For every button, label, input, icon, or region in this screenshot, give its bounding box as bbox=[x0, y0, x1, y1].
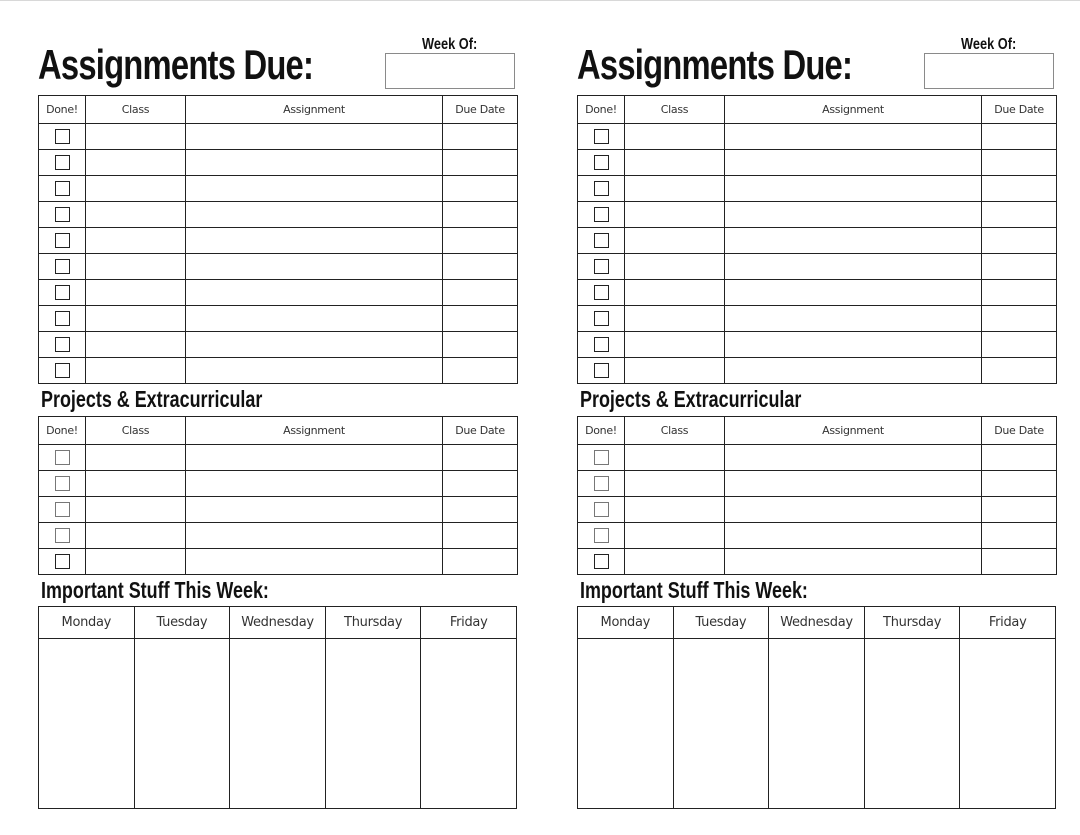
assignment-cell[interactable] bbox=[725, 445, 982, 471]
done-checkbox[interactable] bbox=[594, 363, 609, 378]
done-cell bbox=[578, 280, 625, 306]
class-cell[interactable] bbox=[625, 124, 725, 150]
friday-notes-cell[interactable] bbox=[960, 639, 1056, 809]
class-cell[interactable] bbox=[625, 254, 725, 280]
assignment-cell[interactable] bbox=[186, 280, 443, 306]
day-header-tuesday: Tuesday bbox=[134, 607, 230, 639]
done-cell bbox=[578, 497, 625, 523]
due-date-cell[interactable] bbox=[443, 471, 518, 497]
weekday-header-row bbox=[578, 607, 1056, 639]
due-date-cell[interactable] bbox=[443, 497, 518, 523]
done-cell bbox=[578, 471, 625, 497]
done-checkbox[interactable] bbox=[55, 337, 70, 352]
assignments-table bbox=[577, 95, 1057, 384]
table-row bbox=[39, 150, 518, 176]
table-row bbox=[578, 280, 1057, 306]
done-checkbox[interactable] bbox=[594, 129, 609, 144]
tuesday-notes-cell[interactable] bbox=[673, 639, 769, 809]
table-header-row bbox=[578, 96, 1057, 124]
column-header-due-date: Due Date bbox=[443, 417, 518, 445]
due-date-cell[interactable] bbox=[982, 445, 1057, 471]
class-cell[interactable] bbox=[86, 306, 186, 332]
table-row bbox=[39, 497, 518, 523]
due-date-cell[interactable] bbox=[443, 124, 518, 150]
table-row bbox=[578, 332, 1057, 358]
day-header-tuesday: Tuesday bbox=[673, 607, 769, 639]
class-cell[interactable] bbox=[86, 202, 186, 228]
due-date-cell[interactable] bbox=[443, 445, 518, 471]
done-cell bbox=[578, 523, 625, 549]
class-cell[interactable] bbox=[625, 280, 725, 306]
done-checkbox[interactable] bbox=[594, 181, 609, 196]
assignment-cell[interactable] bbox=[186, 150, 443, 176]
due-date-cell[interactable] bbox=[443, 332, 518, 358]
due-date-cell[interactable] bbox=[982, 254, 1057, 280]
day-header-monday: Monday bbox=[578, 607, 674, 639]
weekday-notes-row bbox=[578, 639, 1056, 809]
done-checkbox[interactable] bbox=[55, 259, 70, 274]
column-header-assignment: Assignment bbox=[725, 96, 982, 124]
day-header-thursday: Thursday bbox=[864, 607, 960, 639]
due-date-cell[interactable] bbox=[443, 254, 518, 280]
table-row bbox=[39, 445, 518, 471]
done-cell bbox=[39, 549, 86, 575]
done-checkbox[interactable] bbox=[55, 502, 70, 517]
assignment-cell[interactable] bbox=[725, 549, 982, 575]
done-checkbox[interactable] bbox=[55, 311, 70, 326]
done-checkbox[interactable] bbox=[594, 337, 609, 352]
done-cell bbox=[39, 254, 86, 280]
class-cell[interactable] bbox=[625, 471, 725, 497]
done-cell bbox=[39, 332, 86, 358]
done-checkbox[interactable] bbox=[55, 285, 70, 300]
assignment-cell[interactable] bbox=[725, 497, 982, 523]
class-cell[interactable] bbox=[86, 523, 186, 549]
table-row bbox=[578, 202, 1057, 228]
table-row bbox=[578, 497, 1057, 523]
done-cell bbox=[578, 549, 625, 575]
monday-notes-cell[interactable] bbox=[39, 639, 135, 809]
done-checkbox[interactable] bbox=[594, 311, 609, 326]
week-of-label: Week Of: bbox=[961, 36, 1017, 53]
done-cell bbox=[578, 176, 625, 202]
done-checkbox[interactable] bbox=[594, 476, 609, 491]
projects-table bbox=[38, 416, 518, 575]
class-cell[interactable] bbox=[86, 254, 186, 280]
done-cell bbox=[39, 150, 86, 176]
done-cell bbox=[578, 202, 625, 228]
weekday-header-row bbox=[39, 607, 517, 639]
table-header-row bbox=[578, 417, 1057, 445]
table-row bbox=[39, 254, 518, 280]
done-cell bbox=[578, 150, 625, 176]
table-row bbox=[578, 445, 1057, 471]
table-row bbox=[578, 176, 1057, 202]
weekday-notes-row bbox=[39, 639, 517, 809]
due-date-cell[interactable] bbox=[443, 228, 518, 254]
done-cell bbox=[578, 306, 625, 332]
projects-section-title: Projects & Extracurricular bbox=[41, 386, 263, 412]
due-date-cell[interactable] bbox=[443, 150, 518, 176]
column-header-due-date: Due Date bbox=[443, 96, 518, 124]
done-cell bbox=[39, 124, 86, 150]
class-cell[interactable] bbox=[86, 358, 186, 384]
column-header-done: Done! bbox=[39, 96, 86, 124]
table-row bbox=[39, 176, 518, 202]
day-header-wednesday: Wednesday bbox=[230, 607, 326, 639]
assignment-cell[interactable] bbox=[186, 497, 443, 523]
done-cell bbox=[39, 497, 86, 523]
table-row bbox=[578, 254, 1057, 280]
day-header-friday: Friday bbox=[960, 607, 1056, 639]
assignment-cell[interactable] bbox=[725, 358, 982, 384]
class-cell[interactable] bbox=[625, 176, 725, 202]
table-header-row bbox=[39, 96, 518, 124]
day-header-friday: Friday bbox=[421, 607, 517, 639]
important-section-title: Important Stuff This Week: bbox=[41, 577, 269, 603]
done-checkbox[interactable] bbox=[55, 181, 70, 196]
wednesday-notes-cell[interactable] bbox=[769, 639, 865, 809]
assignment-cell[interactable] bbox=[186, 306, 443, 332]
class-cell[interactable] bbox=[625, 549, 725, 575]
important-section-title: Important Stuff This Week: bbox=[580, 577, 808, 603]
class-cell[interactable] bbox=[625, 202, 725, 228]
table-row bbox=[578, 471, 1057, 497]
done-checkbox[interactable] bbox=[594, 233, 609, 248]
table-row bbox=[39, 471, 518, 497]
class-cell[interactable] bbox=[625, 150, 725, 176]
assignment-cell[interactable] bbox=[725, 332, 982, 358]
assignment-cell[interactable] bbox=[186, 332, 443, 358]
table-header-row bbox=[39, 417, 518, 445]
projects-section-title: Projects & Extracurricular bbox=[580, 386, 802, 412]
assignment-cell[interactable] bbox=[186, 549, 443, 575]
due-date-cell[interactable] bbox=[982, 306, 1057, 332]
day-header-monday: Monday bbox=[39, 607, 135, 639]
done-checkbox[interactable] bbox=[55, 155, 70, 170]
table-row bbox=[39, 358, 518, 384]
done-cell bbox=[39, 445, 86, 471]
due-date-cell[interactable] bbox=[443, 176, 518, 202]
column-header-due-date: Due Date bbox=[982, 96, 1057, 124]
column-header-done: Done! bbox=[39, 417, 86, 445]
table-row bbox=[39, 124, 518, 150]
assignment-cell[interactable] bbox=[725, 523, 982, 549]
assignment-cell[interactable] bbox=[186, 228, 443, 254]
column-header-assignment: Assignment bbox=[186, 96, 443, 124]
done-cell bbox=[578, 228, 625, 254]
table-row bbox=[39, 202, 518, 228]
table-row bbox=[39, 280, 518, 306]
assignment-cell[interactable] bbox=[725, 124, 982, 150]
done-cell bbox=[578, 124, 625, 150]
table-row bbox=[578, 228, 1057, 254]
done-checkbox[interactable] bbox=[55, 450, 70, 465]
tuesday-notes-cell[interactable] bbox=[134, 639, 230, 809]
class-cell[interactable] bbox=[625, 332, 725, 358]
table-row bbox=[578, 306, 1057, 332]
week-of-input[interactable] bbox=[385, 53, 515, 89]
class-cell[interactable] bbox=[86, 445, 186, 471]
class-cell[interactable] bbox=[86, 497, 186, 523]
done-cell bbox=[39, 280, 86, 306]
done-cell bbox=[39, 176, 86, 202]
done-checkbox[interactable] bbox=[55, 363, 70, 378]
planner-page-right bbox=[577, 0, 1057, 835]
assignment-cell[interactable] bbox=[725, 254, 982, 280]
done-checkbox[interactable] bbox=[55, 528, 70, 543]
class-cell[interactable] bbox=[625, 228, 725, 254]
done-checkbox[interactable] bbox=[55, 207, 70, 222]
done-cell bbox=[39, 471, 86, 497]
class-cell[interactable] bbox=[625, 306, 725, 332]
class-cell[interactable] bbox=[86, 176, 186, 202]
table-row bbox=[39, 549, 518, 575]
assignment-cell[interactable] bbox=[186, 202, 443, 228]
due-date-cell[interactable] bbox=[982, 176, 1057, 202]
due-date-cell[interactable] bbox=[443, 202, 518, 228]
column-header-class: Class bbox=[625, 417, 725, 445]
class-cell[interactable] bbox=[86, 332, 186, 358]
weekly-notes-table bbox=[577, 606, 1056, 809]
friday-notes-cell[interactable] bbox=[421, 639, 517, 809]
table-row bbox=[39, 306, 518, 332]
week-of-input[interactable] bbox=[924, 53, 1054, 89]
due-date-cell[interactable] bbox=[982, 150, 1057, 176]
week-of-label: Week Of: bbox=[422, 36, 478, 53]
class-cell[interactable] bbox=[625, 445, 725, 471]
done-checkbox[interactable] bbox=[55, 129, 70, 144]
table-row bbox=[39, 228, 518, 254]
due-date-cell[interactable] bbox=[443, 358, 518, 384]
day-header-wednesday: Wednesday bbox=[769, 607, 865, 639]
projects-table bbox=[577, 416, 1057, 575]
done-checkbox[interactable] bbox=[594, 554, 609, 569]
weekly-notes-table bbox=[38, 606, 517, 809]
done-cell bbox=[39, 523, 86, 549]
assignment-cell[interactable] bbox=[186, 358, 443, 384]
class-cell[interactable] bbox=[86, 471, 186, 497]
due-date-cell[interactable] bbox=[982, 549, 1057, 575]
assignment-cell[interactable] bbox=[186, 176, 443, 202]
table-row bbox=[39, 523, 518, 549]
done-checkbox[interactable] bbox=[594, 259, 609, 274]
class-cell[interactable] bbox=[86, 280, 186, 306]
class-cell[interactable] bbox=[625, 358, 725, 384]
page-title: Assignments Due: bbox=[38, 41, 314, 88]
assignment-cell[interactable] bbox=[725, 176, 982, 202]
monday-notes-cell[interactable] bbox=[578, 639, 674, 809]
done-cell bbox=[578, 445, 625, 471]
assignment-cell[interactable] bbox=[725, 228, 982, 254]
thursday-notes-cell[interactable] bbox=[325, 639, 421, 809]
class-cell[interactable] bbox=[86, 124, 186, 150]
done-cell bbox=[578, 358, 625, 384]
column-header-class: Class bbox=[625, 96, 725, 124]
done-checkbox[interactable] bbox=[55, 476, 70, 491]
due-date-cell[interactable] bbox=[982, 124, 1057, 150]
assignment-cell[interactable] bbox=[725, 280, 982, 306]
done-checkbox[interactable] bbox=[594, 285, 609, 300]
column-header-done: Done! bbox=[578, 417, 625, 445]
due-date-cell[interactable] bbox=[982, 523, 1057, 549]
due-date-cell[interactable] bbox=[982, 202, 1057, 228]
due-date-cell[interactable] bbox=[982, 471, 1057, 497]
done-checkbox[interactable] bbox=[55, 554, 70, 569]
done-checkbox[interactable] bbox=[594, 207, 609, 222]
table-row bbox=[578, 124, 1057, 150]
class-cell[interactable] bbox=[86, 549, 186, 575]
due-date-cell[interactable] bbox=[982, 280, 1057, 306]
page-title: Assignments Due: bbox=[577, 41, 853, 88]
done-cell bbox=[39, 228, 86, 254]
done-cell bbox=[39, 202, 86, 228]
assignment-cell[interactable] bbox=[725, 306, 982, 332]
done-checkbox[interactable] bbox=[594, 450, 609, 465]
wednesday-notes-cell[interactable] bbox=[230, 639, 326, 809]
due-date-cell[interactable] bbox=[982, 497, 1057, 523]
assignment-cell[interactable] bbox=[725, 471, 982, 497]
table-row bbox=[578, 358, 1057, 384]
table-row bbox=[578, 549, 1057, 575]
due-date-cell[interactable] bbox=[443, 523, 518, 549]
done-checkbox[interactable] bbox=[594, 155, 609, 170]
due-date-cell[interactable] bbox=[443, 549, 518, 575]
class-cell[interactable] bbox=[86, 150, 186, 176]
planner-page-left bbox=[38, 0, 518, 835]
done-checkbox[interactable] bbox=[594, 528, 609, 543]
assignments-table bbox=[38, 95, 518, 384]
done-cell bbox=[578, 254, 625, 280]
table-row bbox=[578, 150, 1057, 176]
done-cell bbox=[39, 306, 86, 332]
due-date-cell[interactable] bbox=[982, 228, 1057, 254]
done-checkbox[interactable] bbox=[594, 502, 609, 517]
table-row bbox=[39, 332, 518, 358]
class-cell[interactable] bbox=[625, 497, 725, 523]
assignment-cell[interactable] bbox=[725, 150, 982, 176]
class-cell[interactable] bbox=[86, 228, 186, 254]
assignment-cell[interactable] bbox=[186, 523, 443, 549]
column-header-class: Class bbox=[86, 417, 186, 445]
class-cell[interactable] bbox=[625, 523, 725, 549]
column-header-assignment: Assignment bbox=[186, 417, 443, 445]
due-date-cell[interactable] bbox=[443, 280, 518, 306]
table-row bbox=[578, 523, 1057, 549]
assignment-cell[interactable] bbox=[186, 471, 443, 497]
assignment-cell[interactable] bbox=[186, 445, 443, 471]
thursday-notes-cell[interactable] bbox=[864, 639, 960, 809]
due-date-cell[interactable] bbox=[982, 358, 1057, 384]
due-date-cell[interactable] bbox=[982, 332, 1057, 358]
assignment-cell[interactable] bbox=[186, 254, 443, 280]
done-checkbox[interactable] bbox=[55, 233, 70, 248]
day-header-thursday: Thursday bbox=[325, 607, 421, 639]
column-header-class: Class bbox=[86, 96, 186, 124]
column-header-due-date: Due Date bbox=[982, 417, 1057, 445]
done-cell bbox=[39, 358, 86, 384]
assignment-cell[interactable] bbox=[725, 202, 982, 228]
done-cell bbox=[578, 332, 625, 358]
column-header-assignment: Assignment bbox=[725, 417, 982, 445]
column-header-done: Done! bbox=[578, 96, 625, 124]
due-date-cell[interactable] bbox=[443, 306, 518, 332]
assignment-cell[interactable] bbox=[186, 124, 443, 150]
